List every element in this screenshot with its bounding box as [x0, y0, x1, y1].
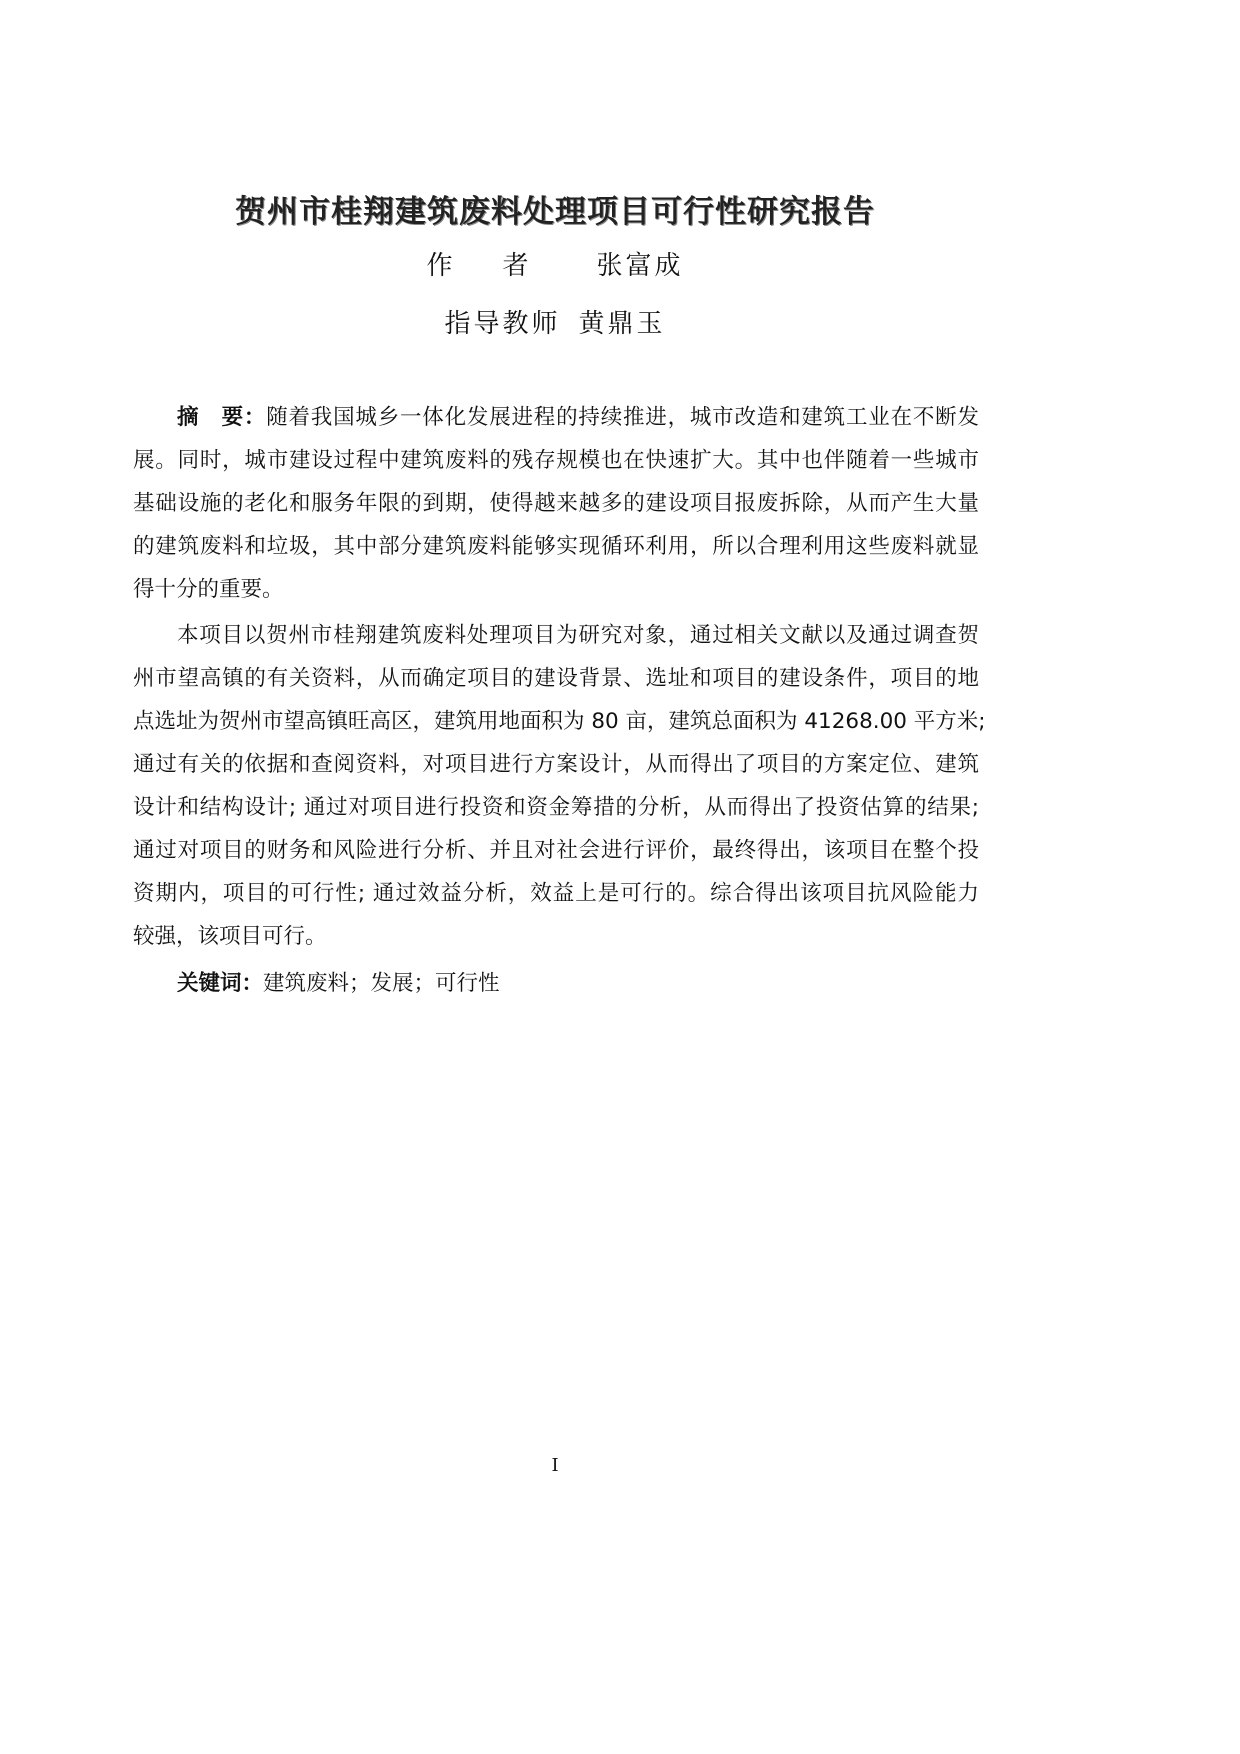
line-text: 通过有关的依据和查阅资料，对项目进行方案设计，从而得出了项目的方案定位、建筑: [133, 752, 979, 777]
line-text: 本项目以贺州市桂翔建筑废料处理项目为研究对象，通过相关文献以及通过调查贺: [177, 623, 979, 648]
text-line: [133, 872, 979, 915]
line-text: 随着我国城乡一体化发展进程的持续推进，城市改造和建筑工业在不断发: [266, 405, 979, 430]
body-paragraph: [133, 614, 986, 958]
abstract-paragraph: [133, 396, 979, 611]
line-text: 设计和结构设计; 通过对项目进行投资和资金筹措的分析，从而得出了投资估算的结果;: [133, 795, 979, 820]
line-text: 州市望高镇的有关资料，从而确定项目的建设背景、选址和项目的建设条件，项目的地: [133, 666, 979, 691]
text-line: [133, 525, 979, 568]
line-text: 得十分的重要。: [133, 577, 284, 602]
text-line: [133, 657, 979, 700]
abstract-label: 摘 要：: [177, 405, 267, 430]
advisor-label: 指导教师: [444, 309, 561, 339]
page-number: I: [551, 1455, 559, 1476]
line-text: 展。同时，城市建设过程中建筑废料的残存规模也在快速扩大。其中也伴随着一些城市: [133, 448, 979, 473]
author-label: 作者: [426, 251, 579, 281]
line-text: 点选址为贺州市望高镇旺高区，建筑用地面积为 80 亩，建筑总面积为 41268.00 平方米;: [133, 709, 986, 734]
text-line: [133, 743, 979, 786]
line-text: 较强，该项目可行。: [133, 924, 327, 949]
keywords-label: 关键词：: [177, 971, 264, 996]
text-line: [133, 482, 979, 525]
advisor-name: 黄鼎玉: [578, 309, 666, 339]
line-text: 资期内，项目的可行性; 通过效益分析，效益上是可行的。综合得出该项目抗风险能力: [133, 881, 979, 906]
text-line: [133, 915, 979, 958]
keywords-line: [133, 962, 979, 1005]
keywords-text: 建筑废料；发展；可行性: [263, 971, 500, 996]
text-line: [133, 614, 979, 657]
text-line: [133, 700, 986, 743]
author-name: 张富成: [596, 251, 684, 281]
line-text: 基础设施的老化和服务年限的到期，使得越来越多的建设项目报废拆除，从而产生大量: [133, 491, 979, 516]
line-text: 的建筑废料和垃圾，其中部分建筑废料能够实现循环利用，所以合理利用这些废料就显: [133, 534, 979, 559]
document-title: 贺州市桂翔建筑废料处理项目可行性研究报告: [235, 194, 875, 230]
text-line: [133, 568, 979, 611]
author-line: [0, 245, 1110, 282]
text-line: [133, 439, 979, 482]
text-line: [133, 786, 979, 829]
advisor-line: [0, 303, 1110, 340]
line-text: 通过对项目的财务和风险进行分析、并且对社会进行评价，最终得出，该项目在整个投: [133, 838, 979, 863]
text-line: [133, 829, 979, 872]
text-line: [133, 396, 979, 439]
